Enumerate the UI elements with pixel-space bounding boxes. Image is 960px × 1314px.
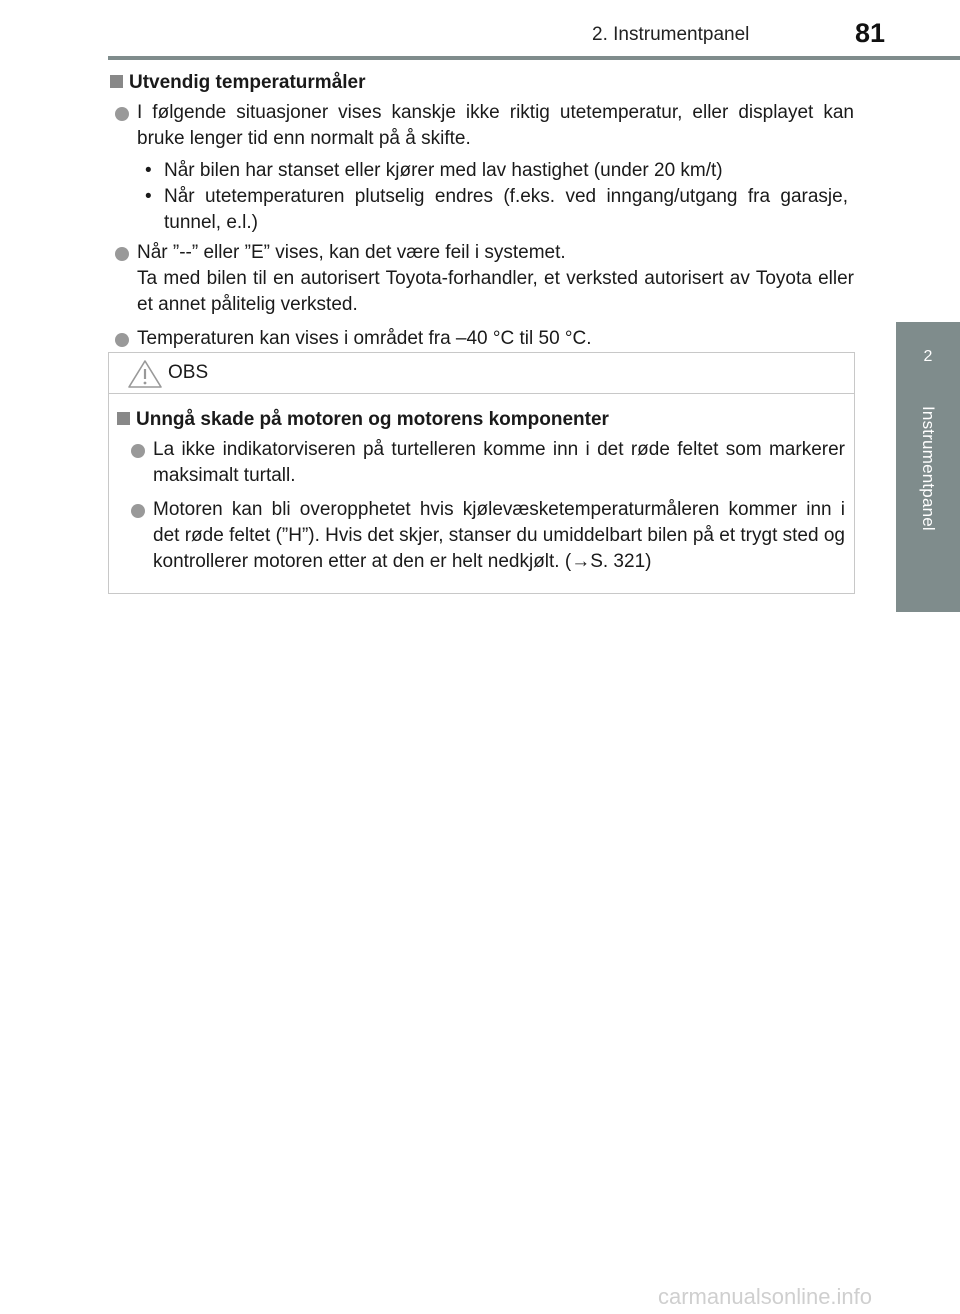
list-item (110, 100, 854, 152)
list-item-text: Motoren kan bli overopphetet hvis kjølevæsketemperaturmåleren kommer inn i det røde feltet (”H”). Hvis det skjer, stanser du umiddelbart bilen på et trygt sted og kontrollerer motoren etter at den er helt nedkjølt. ( (153, 499, 845, 572)
list-item (117, 437, 845, 489)
list-item (110, 326, 854, 352)
circle-bullet-icon (115, 333, 129, 347)
page-number: 81 (855, 18, 886, 48)
arrow-icon: → (571, 551, 591, 572)
svg-text:carmanualsonline.info: carmanualsonline.info (658, 1284, 873, 1309)
list-item-text: Ta med bilen til en autorisert Toyota-forhandler, et verksted autorisert av Toyota eller et annet pålitelig verksted. (137, 268, 854, 315)
list-item-text: I følgende situasjoner vises kanskje ikke riktig utetemperatur, eller displayet kan bruke lenger tid enn normalt på å skifte. (137, 102, 854, 149)
list-item-text: Når ”--” eller ”E” vises, kan det være feil i systemet. (137, 242, 566, 263)
chapter-tab-label: Instrumentpanel (919, 406, 938, 531)
chapter-tab-label-wrap (896, 406, 960, 576)
chapter-tab-number: 2 (923, 348, 933, 365)
dot-bullet-icon: • (145, 186, 152, 207)
list-item-text: La ikke indikatorviseren på turtelleren komme inn i det røde feltet som markerer maksimalt turtall. (153, 439, 845, 486)
section-heading (110, 70, 854, 96)
notice-box (108, 352, 855, 594)
header-rule (108, 56, 960, 60)
notice-title: OBS (168, 362, 209, 383)
notice-body (117, 407, 845, 575)
circle-bullet-icon (131, 444, 145, 458)
list-item (117, 497, 845, 575)
notice-header (109, 353, 854, 394)
square-bullet-icon (110, 75, 123, 88)
sub-list-item-text: Når utetemperaturen plutselig endres (f.eks. ved inngang/utgang fra garasje, tunnel, e.l.) (164, 186, 848, 233)
notice-heading (117, 407, 845, 433)
warning-triangle-icon (127, 359, 163, 389)
sub-list-item (110, 184, 854, 236)
circle-bullet-icon (115, 247, 129, 261)
sub-list-item-text: Når bilen har stanset eller kjører med lav hastighet (under 20 km/t) (164, 160, 723, 181)
page-reference: S. 321) (590, 551, 652, 572)
list-item (110, 240, 854, 318)
notice-heading-text: Unngå skade på motoren og motorens komponenter (136, 409, 609, 430)
list-item-text: Temperaturen kan vises i området fra –40 °C til 50 °C. (137, 328, 592, 349)
sub-list-item (110, 158, 854, 184)
circle-bullet-icon (115, 107, 129, 121)
running-header-section: 2. Instrumentpanel (592, 24, 750, 45)
watermark-logo (658, 1282, 958, 1312)
dot-bullet-icon: • (145, 160, 152, 181)
main-content (110, 70, 854, 352)
section-heading-text: Utvendig temperaturmåler (129, 72, 366, 93)
square-bullet-icon (117, 412, 130, 425)
circle-bullet-icon (131, 504, 145, 518)
